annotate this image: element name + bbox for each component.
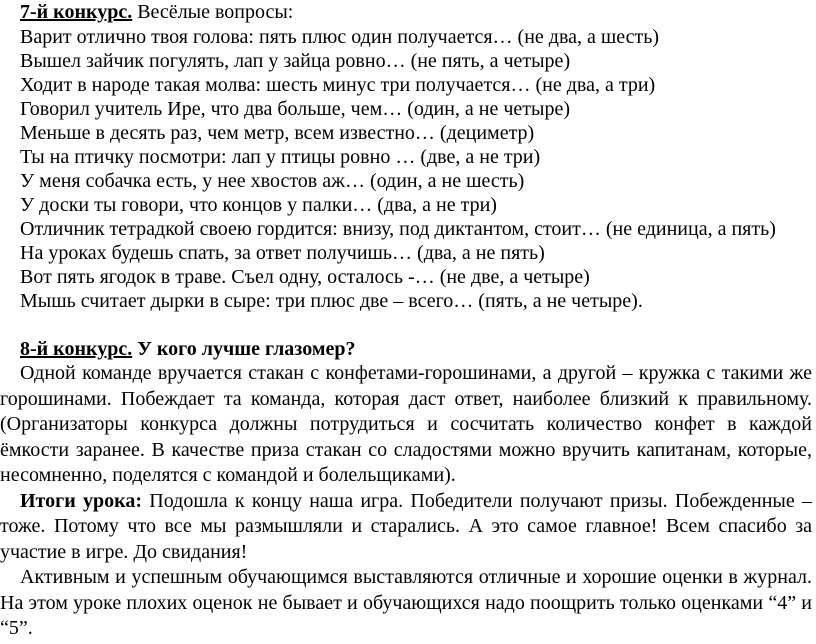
question-line: На уроках будешь спать, за ответ получишь… (два, а не пять) [20, 242, 545, 264]
contest7-heading: 7-й конкурс. [20, 1, 133, 23]
question-line: Ходит в народе такая молва: шесть минус три получается… (не два, а три) [20, 74, 656, 96]
contest8-header-line [20, 337, 355, 361]
grades-paragraph: Активным и успешным обучающимся выставляются отличные и хорошие оценки в журнал. На этом уроке плохих оценок не бывает и обучающихся надо поощрить только оценками “4” и “5”. [0, 566, 812, 639]
question-line: Меньше в десять раз, чем метр, всем известно… (дециметр) [20, 122, 535, 144]
question-line: Вот пять ягодок в траве. Съел одну, осталось -… (не две, а четыре) [20, 266, 590, 288]
question-line: Мышь считает дырки в сыре: три плюс две – всего… (пять, а не четыре). [20, 290, 643, 312]
contest7-title: Весёлые вопросы: [132, 1, 294, 23]
question-line: Говорил учитель Ире, что два больше, чем… (один, а не четыре) [20, 98, 571, 120]
body-paragraphs [0, 361, 812, 642]
contest8-heading: 8-й конкурс. [20, 338, 133, 360]
summary-text: Подошла к концу наша игра. Победители получают призы. Побежденные – тоже. Потому что все мы размышляли и старались. А это самое главное! Всем спасибо за участие в игре. До свидания! [0, 489, 812, 563]
contest8-paragraph: Одной команде вручается стакан с конфетами-горошинами, а другой – кружка с такими же горошинами. Побеждает та команда, которая даст ответ, наиболее близкий к правильному. (Организаторы конкурса должны потрудиться и сосчитать количество конфет в каждой ёмкости заранее. В качестве приза стакан со сладостями можно вручить капитанам, которые, несомненно, поделятся с командой и болельщиками). [0, 362, 812, 486]
contest7-header-line [20, 0, 293, 24]
question-line: Вышел зайчик погулять, лап у зайца ровно… (не пять, а четыре) [20, 50, 571, 72]
question-line: У меня собачка есть, у нее хвостов аж… (один, а не шесть) [20, 170, 525, 192]
question-line: Варит отлично твоя голова: пять плюс один получается… (не два, а шесть) [20, 26, 660, 48]
contest8-title: У кого лучше глазомер? [132, 338, 356, 360]
question-line: Ты на птичку посмотри: лап у птицы ровно … (две, а не три) [20, 146, 541, 168]
question-line: Отличник тетрадкой своею гордится: внизу, под диктантом, стоит… (не единица, а пять) [20, 218, 776, 240]
summary-label: Итоги урока: [20, 489, 142, 512]
question-line: У доски ты говори, что концов у палки… (два, а не три) [20, 194, 497, 216]
summary-paragraph [0, 489, 812, 566]
